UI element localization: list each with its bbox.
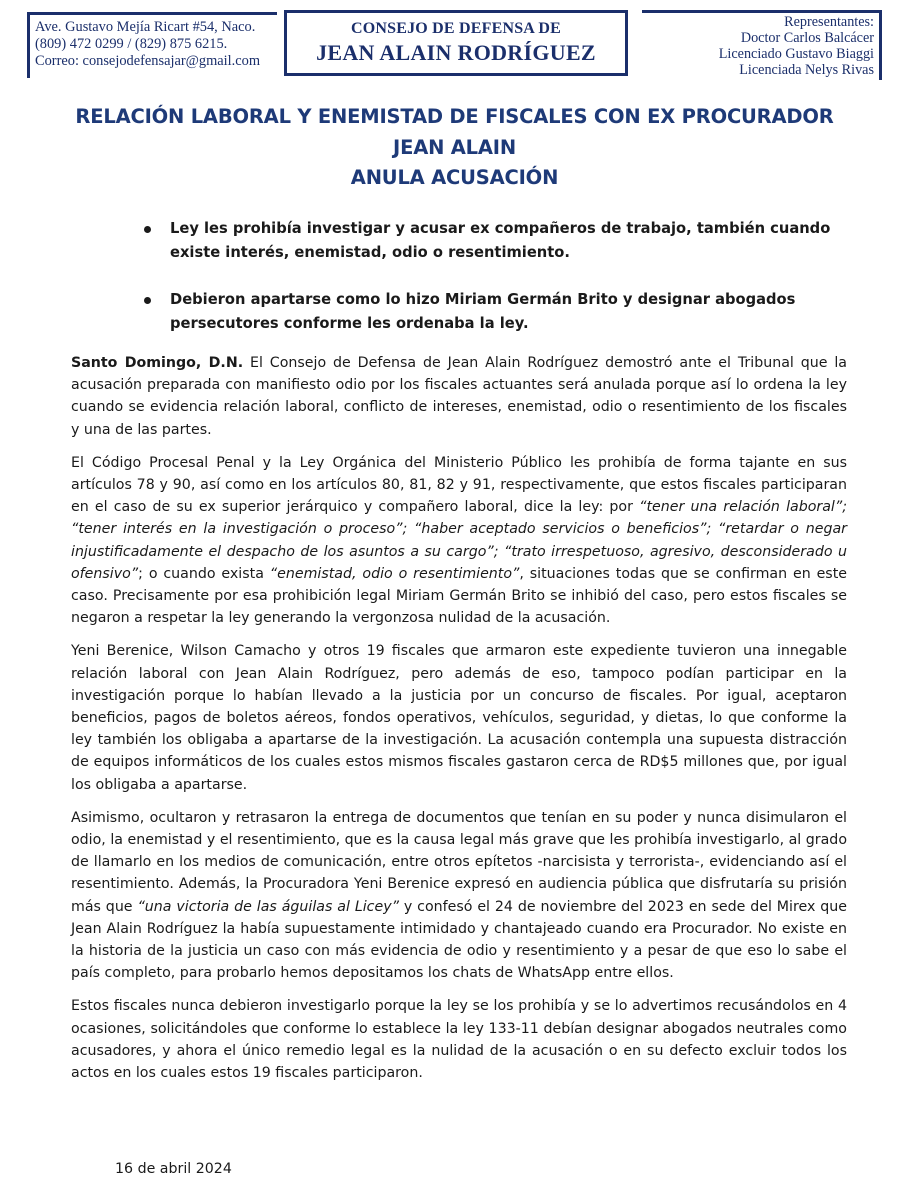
paragraph [71, 807, 847, 985]
representatives-block [642, 10, 882, 80]
email-line: Correo: consejodefensajar@gmail.com [35, 53, 261, 69]
dateline: Santo Domingo, D.N. [71, 355, 244, 371]
legal-quote: “enemistad, odio o resentimiento” [269, 565, 520, 582]
paragraph-text: Estos fiscales nunca debieron investigarlo porque la ley se los prohibía y se lo advertimos recusándolos en 4 ocasiones, solicitándoles que conforme lo establece la ley 133-11 debían designar abogados neutrales como acusadores, y ahora el único remedio legal es la nulidad de la acusación o en su defecto excluir todos los actos en los cuales estos 19 fiscales participaron. [71, 998, 847, 1082]
paragraph [71, 352, 847, 441]
bullet-dot-icon [144, 297, 151, 304]
paragraph-text: Asimismo, ocultaron y retrasaron la entrega de documentos que tenían en su poder y nunca disimularon el odio, la enemistad y el resentimiento, que es la causa legal más grave que les prohibía investigarlo, al grado de llamarlo en los medios de comunicación, entre otros epítetos -narcisista y terrorista-, evidenciando así el resentimiento. Además, la Procuradora Yeni Berenice expresó en audiencia pública que disfrutaría su prisión más que [71, 809, 847, 915]
summary-bullets [144, 217, 864, 359]
council-name-line2: JEAN ALAIN RODRÍGUEZ [316, 40, 596, 65]
summary-bullet [144, 288, 864, 335]
headline [40, 102, 869, 194]
representative-name: Licenciada Nelys Rivas [739, 62, 874, 78]
paragraph [71, 452, 847, 630]
paragraph-text: El Código Procesal Penal y la Ley Orgánica del Ministerio Público les prohibía de forma tajante en sus artículos 78 y 90, así como en los artículos 80, 81, 82 y 91, respectivamente, que estos fiscales participaran en el caso de su ex superior jerárquico y compañero laboral, dice la ley: por [71, 454, 847, 516]
legal-quote: “tener una relación laboral”; “tener interés en la investigación o proceso”; “haber aceptado servicios o beneficios”; “retardar o negar injustificadamente el despacho de los asuntos a su cargo”; “trato irrespetuoso, agresivo, desconsiderado u ofensivo” [71, 499, 847, 582]
bullet-dot-icon [144, 226, 151, 233]
document-date: 16 de abril 2024 [115, 1161, 232, 1177]
address-line: Ave. Gustavo Mejía Ricart #54, Naco. [35, 19, 256, 35]
paragraph-text: , situaciones todas que se confirman en este caso. Precisamente por esa prohibición legal Miriam Germán Brito se inhibió del caso, pero estos fiscales se negaron a respetar la ley generando la vergonzosa nulidad de la acusación. [71, 565, 847, 627]
headline-line2: JEAN ALAIN [393, 135, 516, 159]
council-name-box [284, 10, 628, 76]
paragraph-text: Yeni Berenice, Wilson Camacho y otros 19 fiscales que armaron este expediente tuvieron una innegable relación laboral con Jean Alain Rodríguez, pero además de eso, tampoco podían participar en la investigación porque lo habían llevado a la justicia por un concurso de fiscales. Por igual, aceptaron beneficios, pagos de boletos aéreos, fondos operativos, vehículos, seguridad, y dietas, lo que conforme la ley también los obligaba a apartarse de la investigación. La acusación contempla una supuesta distracción de equipos informáticos de los cuales estos mismos fiscales gastaron cerca de RD$5 millones que, por igual los obligaba a apartarse. [71, 643, 847, 793]
headline-line3: ANULA ACUSACIÓN [350, 166, 559, 189]
article-body [71, 352, 847, 1095]
representative-name: Licenciado Gustavo Biaggi [718, 46, 874, 62]
letterhead [0, 0, 909, 96]
phone-line: (809) 472 0299 / (829) 875 6215. [35, 36, 228, 52]
representatives-heading: Representantes: [784, 14, 874, 30]
council-name-line1: CONSEJO DE DEFENSA DE [350, 20, 562, 37]
paragraph [71, 995, 847, 1084]
paragraph-text: El Consejo de Defensa de Jean Alain Rodríguez demostró ante el Tribunal que la acusación preparada con manifiesto odio por los fiscales actuantes será anulada porque así lo ordena la ley cuando se evidencia relación laboral, conflicto de intereses, enemistad, odio o resentimiento de los fiscales y una de las partes. [71, 355, 847, 438]
paragraph [71, 640, 847, 795]
quote: “una victoria de las águilas al Licey” [137, 898, 399, 915]
paragraph-text: ; o cuando exista [138, 565, 270, 582]
paragraph-text: y confesó el 24 de noviembre del 2023 en sede del Mirex que Jean Alain Rodríguez la había supuestamente intimidado y chantajeado cuando era Procurador. No existe en la historia de la justicia un caso con más evidencia de odio y resentimiento y a pesar de que eso lo sabe el país completo, para probarlo hemos depositamos los chats de WhatsApp entre ellos. [71, 898, 848, 982]
headline-line1: RELACIÓN LABORAL Y ENEMISTAD DE FISCALES CON EX PROCURADOR [75, 105, 834, 128]
summary-bullet-text: Ley les prohibía investigar y acusar ex compañeros de trabajo, también cuando existe interés, enemistad, odio o resentimiento. [170, 220, 831, 261]
summary-bullet-text: Debieron apartarse como lo hizo Miriam Germán Brito y designar abogados persecutores conforme les ordenaba la ley. [170, 291, 796, 332]
representative-name: Doctor Carlos Balcácer [740, 30, 874, 46]
address-block [27, 12, 277, 78]
summary-bullet [144, 217, 864, 264]
